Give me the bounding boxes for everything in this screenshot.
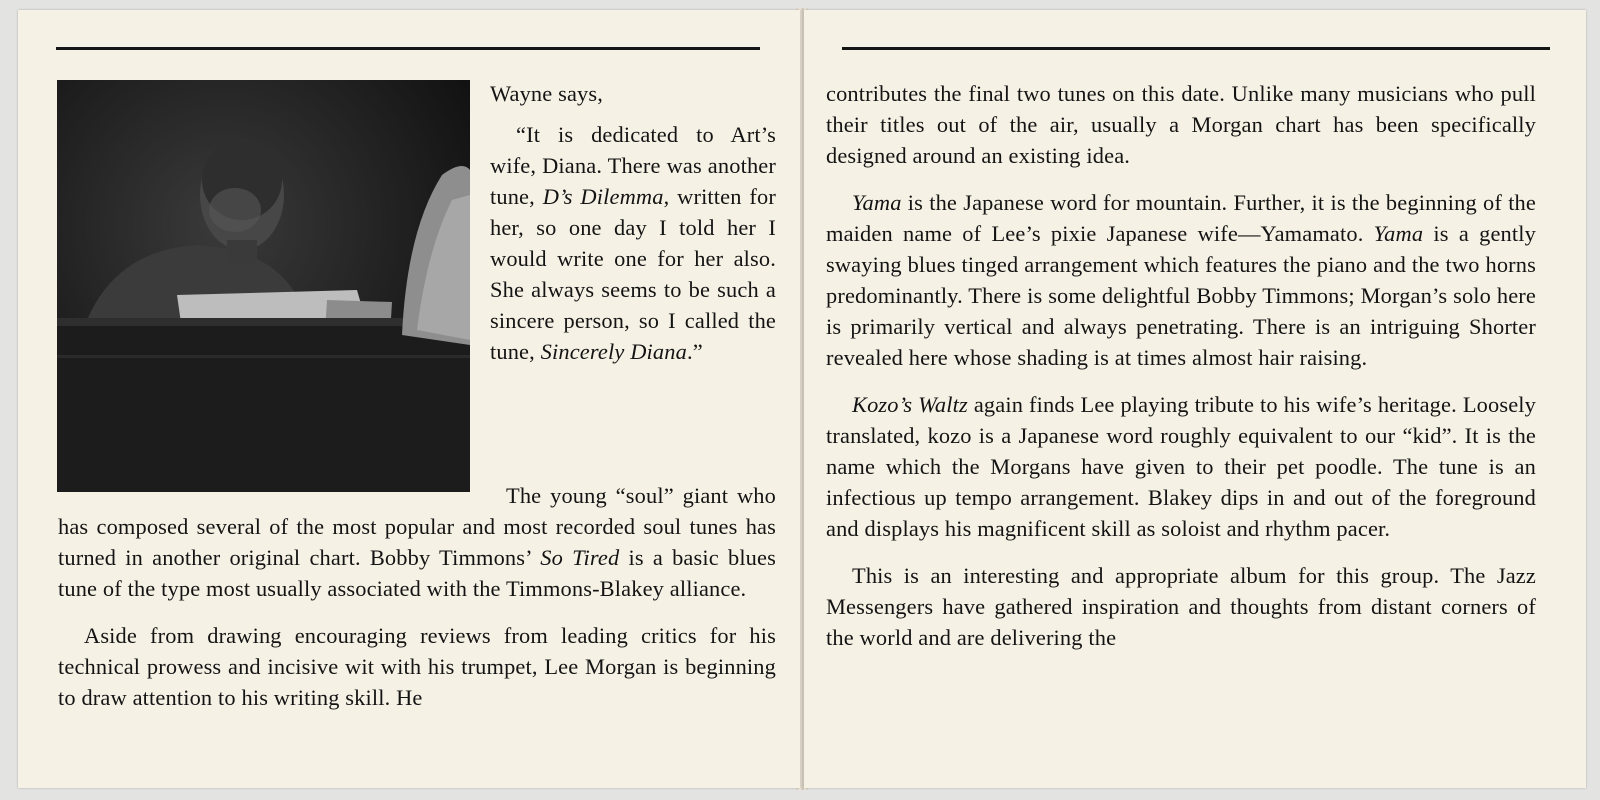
left-lower-text	[58, 480, 776, 713]
wayne-quote-column	[490, 78, 776, 367]
right-page	[804, 10, 1586, 788]
quote-text-c: .”	[686, 339, 703, 364]
kozo-paragraph	[826, 389, 1536, 544]
yama-text-a: is the Japanese word for mountain. Further, it is the beginning of the maiden name of Lee’s pixie Japanese wife—Yamamato.	[826, 190, 1536, 246]
continued-paragraph: contributes the final two tunes on this date. Unlike many musicians who pull their titles out of the air, usually a Morgan chart has been specifically designed around an existing idea.	[826, 81, 1536, 168]
soul-paragraph	[58, 480, 776, 604]
left-page	[18, 10, 800, 788]
tune-title-yama: Yama	[852, 190, 902, 215]
tune-title-ds-dilemma: D’s Dilemma	[542, 184, 664, 209]
dedication-quote	[490, 119, 776, 367]
tune-title-sincerely-diana: Sincerely Diana	[540, 339, 687, 364]
pianist-photo-graphic	[57, 80, 470, 492]
yama-paragraph	[826, 187, 1536, 373]
morgan-paragraph: Aside from drawing encouraging reviews from leading critics for his technical prowess and incisive wit with his trumpet, Lee Morgan is beginning to draw attention to his writing skill. He	[58, 623, 776, 710]
closing-paragraph: This is an interesting and appropriate album for this group. The Jazz Messengers have gathered inspiration and thoughts from distant corners of the world and are delivering the	[826, 563, 1536, 650]
tune-title-yama-2: Yama	[1373, 221, 1424, 246]
pianist-photo	[57, 80, 470, 492]
intro-line: Wayne says,	[490, 81, 604, 106]
tune-title-so-tired: So Tired	[540, 545, 620, 570]
quote-text-a: “It is dedicated to Art’s wife, Diana. There was another tune,	[490, 122, 776, 209]
tune-title-kozos-waltz: Kozo’s Waltz	[852, 392, 968, 417]
top-rule	[842, 47, 1550, 50]
soul-text-a: The young “soul” giant who has composed several of the most popular and most recorded soul tunes has turned in another original chart. Bobby Timmons’	[58, 483, 776, 570]
quote-text-b: , written for her, so one day I told her I would write one for her also. She always seems to be such a sincere person, so I called the tune,	[490, 184, 776, 364]
soul-text-b: is a basic blues tune of the type most usually associated with the Timmons-Blakey alliance.	[58, 545, 776, 601]
kozo-text-a: again finds Lee playing tribute to his wife’s heritage. Loosely translated, kozo is a Japanese word roughly equivalent to our “kid”. It is the name which the Morgans have given to their pet poodle. The tune is an infectious up tempo arrangement. Blakey dips in and out of the foreground and displays his magnificent skill as soloist and rhythm pacer.	[826, 392, 1536, 541]
yama-text-b: is a gently swaying blues tinged arrangement which features the piano and the two horns predominantly. There is some delightful Bobby Timmons; Morgan’s solo here is primarily vertical and always penetrating. There is an intriguing Shorter revealed here whose shading is at times almost hair raising.	[826, 221, 1536, 370]
right-text-column	[826, 78, 1536, 653]
top-rule	[56, 47, 760, 50]
